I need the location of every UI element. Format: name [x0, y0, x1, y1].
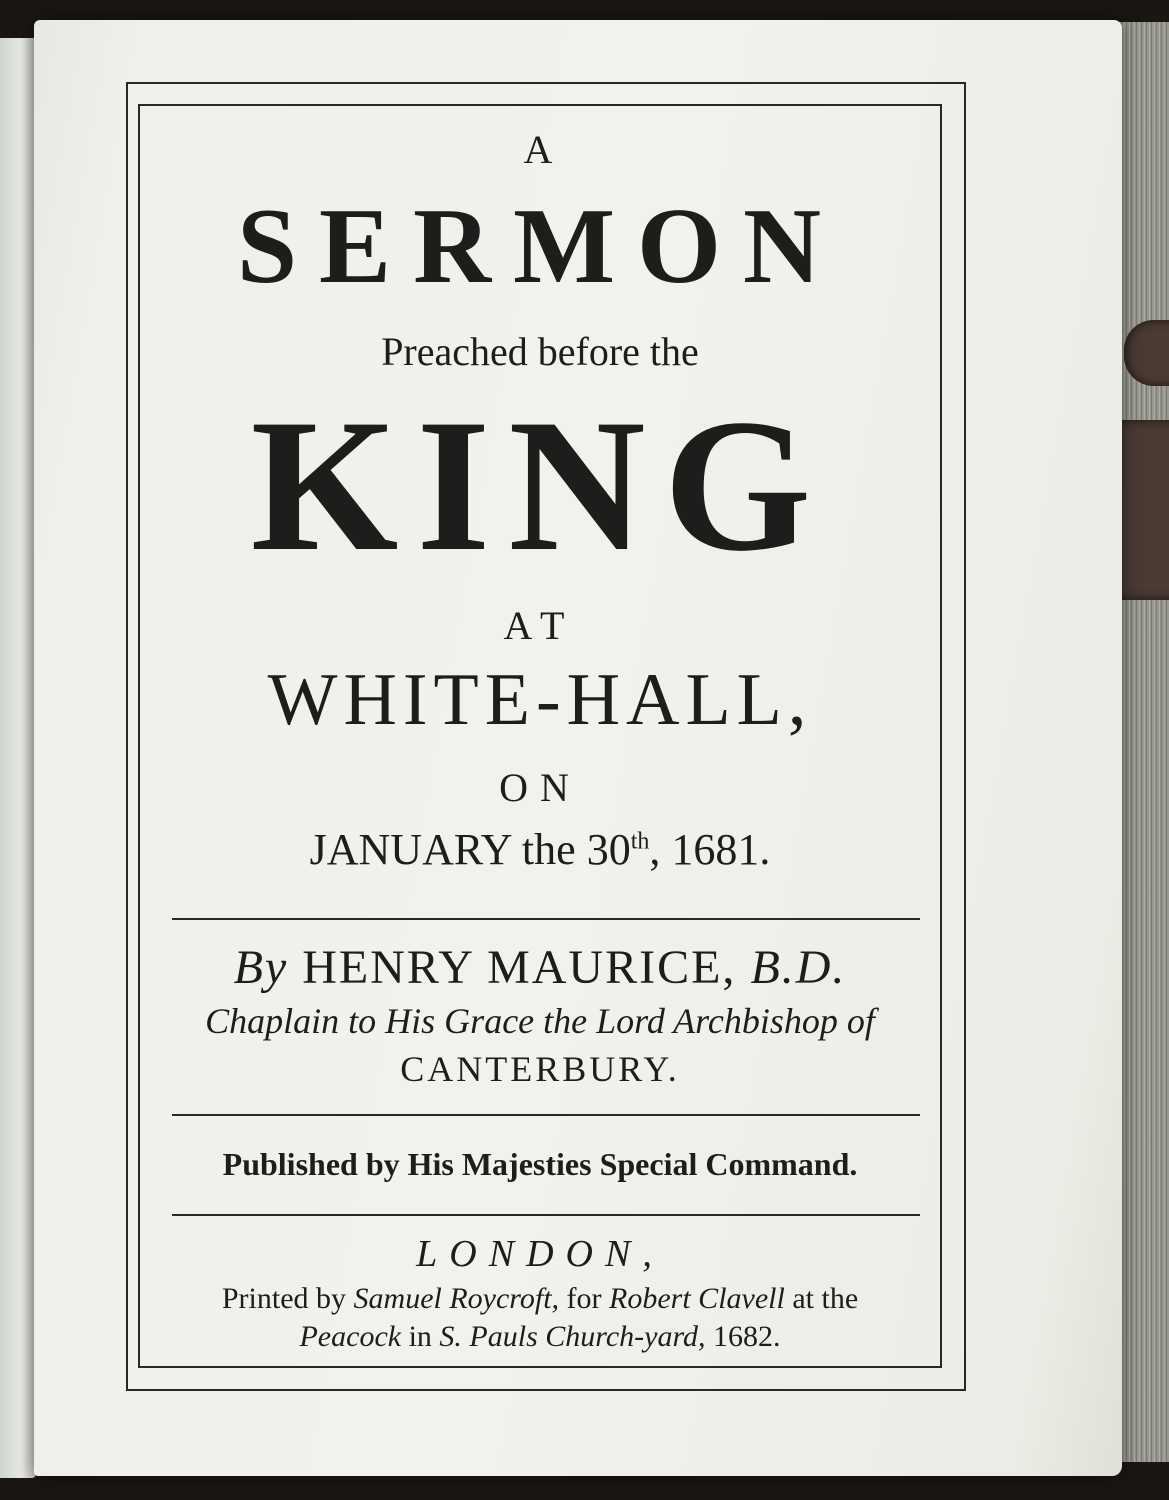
- title-main: SERMON: [236, 187, 844, 306]
- imprint-line-2: [138, 1320, 942, 1354]
- sermon-date: [138, 824, 942, 875]
- imprint-city: LONDON,: [416, 1233, 664, 1275]
- author-name: HENRY MAURICE,: [302, 941, 737, 994]
- author-see: CANTERBURY.: [400, 1049, 680, 1089]
- divider-rule: [172, 1214, 920, 1216]
- imprint-in: in: [408, 1320, 432, 1353]
- imprint-year: 1682.: [713, 1320, 781, 1353]
- date-suffix: th: [630, 828, 650, 855]
- facing-page-edge: [0, 38, 36, 1478]
- king-heading: KING: [250, 381, 830, 591]
- at-line: AT: [503, 603, 577, 648]
- imprint-printed-by: Printed by: [221, 1282, 347, 1315]
- divider-rule: [172, 918, 920, 920]
- imprint-shop: Peacock: [299, 1320, 402, 1353]
- book-clasp-upper: [1124, 320, 1169, 386]
- title-article: A: [523, 127, 557, 172]
- published-note: Published by His Majesties Special Command.: [222, 1146, 858, 1182]
- author-role: Chaplain to His Grace the Lord Archbishop of: [205, 1001, 875, 1041]
- date-year: , 1681.: [649, 825, 771, 874]
- preached-line: Preached before the: [381, 329, 699, 374]
- imprint-for: for: [566, 1282, 602, 1315]
- author-line: [138, 940, 942, 995]
- imprint-location: S. Pauls Church-yard,: [439, 1320, 706, 1353]
- author-degree: B.D.: [750, 941, 847, 994]
- on-line: ON: [499, 765, 581, 810]
- divider-rule: [172, 1114, 920, 1116]
- imprint-bookseller: Robert Clavell: [609, 1282, 785, 1315]
- date-the: the: [521, 825, 576, 874]
- imprint-line-1: [138, 1282, 942, 1316]
- imprint-printer: Samuel Roycroft,: [353, 1282, 560, 1315]
- date-month: JANUARY: [309, 825, 511, 874]
- author-by: By: [233, 941, 289, 994]
- place-heading: WHITE-HALL,: [267, 659, 813, 741]
- imprint-at-the: at the: [792, 1282, 859, 1315]
- date-day: 30: [586, 825, 631, 874]
